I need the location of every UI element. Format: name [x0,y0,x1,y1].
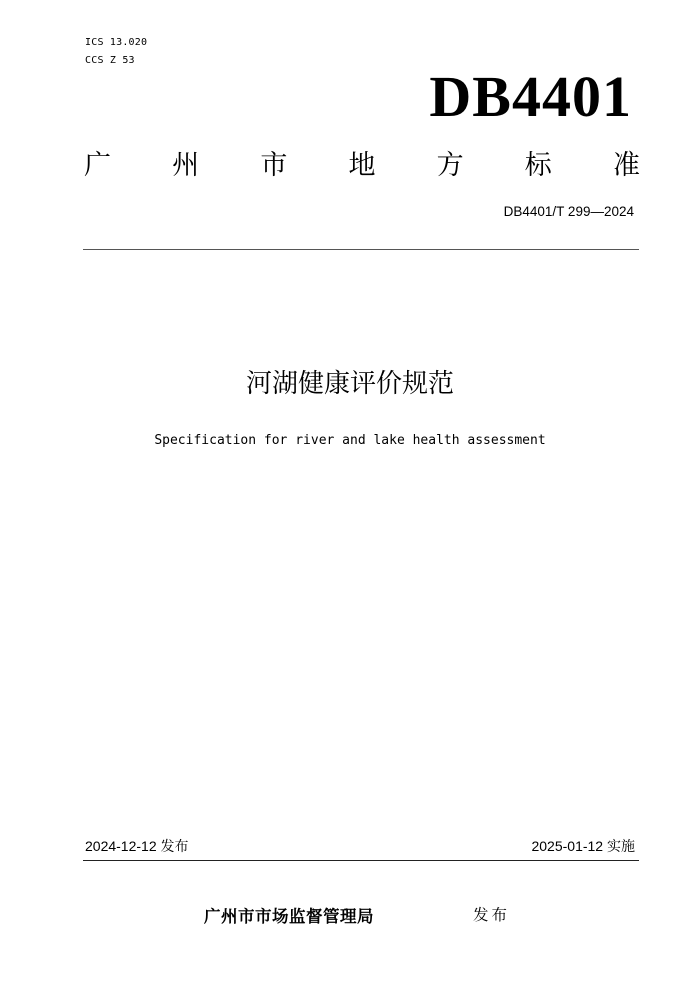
standard-type-char: 方 [436,150,464,181]
standard-type-char: 广 [84,150,111,181]
document-title-english: Specification for river and lake health assessment [154,433,546,448]
db-code-heading: DB4401 [429,64,632,129]
standard-type-char: 准 [612,150,640,181]
standard-number: DB4401/T 299—2024 [503,204,634,219]
ccs-code: CCS Z 53 [85,55,135,66]
standard-type-char: 州 [172,150,200,181]
standard-type-char: 标 [524,150,552,181]
document-title-chinese: 河湖健康评价规范 [245,369,454,399]
issue-label: 发布 [473,906,511,924]
standard-type-char: 市 [260,150,288,181]
publish-date: 2024-12-12 发布 [85,838,189,854]
standard-type-heading [84,150,640,182]
implementation-date: 2025-01-12 实施 [531,838,635,854]
standard-type-char: 地 [348,150,376,181]
issuing-authority: 广州市市场监督管理局 [204,907,374,926]
bottom-divider [83,860,639,861]
top-divider [83,249,639,250]
ics-code: ICS 13.020 [85,37,148,48]
